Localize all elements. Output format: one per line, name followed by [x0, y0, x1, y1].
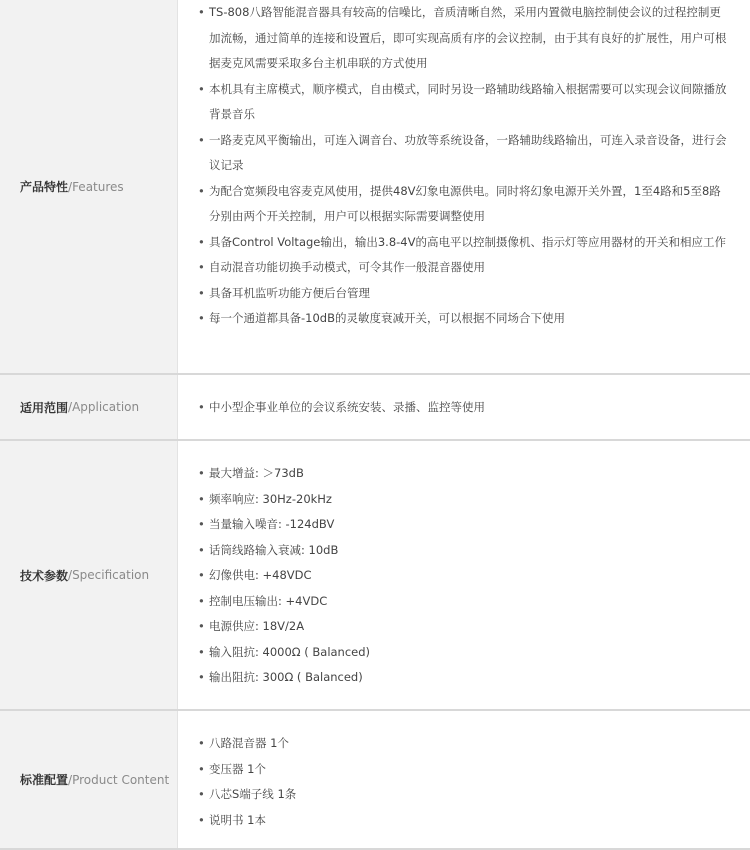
product-content-section — [0, 709, 750, 850]
features-item: • 自动混音功能切换手动模式，可令其作一般混音器使用 — [198, 255, 732, 281]
spec-item-input-noise: • 当量输入噪音: -124dBV — [198, 512, 732, 538]
product-content-label — [0, 711, 178, 848]
product-content-item: • 说明书 1本 — [198, 808, 732, 834]
specification-label — [0, 441, 178, 709]
application-label-sep: / — [68, 400, 73, 414]
features-list — [198, 0, 732, 332]
specification-label-sep: / — [68, 568, 73, 582]
product-content-list — [198, 731, 732, 833]
specification-label-en: Specification — [72, 568, 150, 582]
features-item: • 具备耳机监听功能方便后台管理 — [198, 281, 732, 307]
product-content-label-cn: 标准配置 — [20, 773, 69, 787]
spec-item-power-supply: • 电源供应: 18V/2A — [198, 614, 732, 640]
spec-item-phantom-power: • 幻像供电: +48VDC — [198, 563, 732, 589]
features-label-cn: 产品特性 — [20, 180, 69, 194]
features-item: • 一路麦克风平衡输出，可连入调音台、功放等系统设备，一路辅助线路输出，可连入录音设备，进行会议记录 — [198, 128, 732, 179]
product-content-item: • 变压器 1个 — [198, 757, 732, 783]
product-content-label-sep: / — [68, 772, 73, 787]
specification-content — [178, 441, 750, 709]
spec-item-mic-line-attenuation: • 话筒线路输入衰减: 10dB — [198, 538, 732, 564]
spec-item-frequency-response: • 频率响应: 30Hz-20kHz — [198, 487, 732, 513]
application-label-cn: 适用范围 — [20, 400, 69, 415]
spec-item-control-voltage: • 控制电压输出: +4VDC — [198, 589, 732, 615]
product-content-label-en: Product Content — [72, 772, 170, 787]
spec-item-max-gain: • 最大增益: ＞73dB — [198, 461, 732, 487]
features-item: • TS-808八路智能混音器具有较高的信噪比，音质清晰自然，采用内置微电脑控制使会议的过程控制更加流畅，通过简单的连接和设置后，即可实现高质有序的会议控制，由于其有良好的扩展性，用户可根据麦克风需要采取多台主机串联的方式使用 — [198, 0, 732, 77]
application-content — [178, 375, 750, 439]
features-item: • 为配合宽频段电容麦克风使用，提供48V幻象电源供电。同时将幻象电源开关外置，1至4路和5至8路分别由两个开关控制，用户可以根据实际需要调整使用 — [198, 179, 732, 230]
product-content-content — [178, 711, 750, 848]
spec-item-output-impedance: • 输出阻抗: 300Ω ( Balanced) — [198, 665, 732, 691]
application-section — [0, 373, 750, 439]
features-section — [0, 0, 750, 373]
features-item: • 每一个通道都具备-10dB的灵敏度衰减开关，可以根据不同场合下使用 — [198, 306, 732, 332]
application-list — [198, 397, 485, 417]
features-label-sep: / — [68, 179, 73, 194]
features-item: • 本机具有主席模式，顺序模式，自由模式，同时另设一路辅助线路输入根据需要可以实现会议间隙播放背景音乐 — [198, 77, 732, 128]
specification-label-cn: 技术参数 — [20, 568, 69, 583]
product-content-item: • 八芯S端子线 1条 — [198, 782, 732, 808]
features-label-en: Features — [72, 179, 124, 194]
application-label — [0, 375, 178, 439]
application-label-en: Application — [72, 400, 140, 414]
features-item: • 具备Control Voltage输出，输出3.8-4V的高电平以控制摄像机、指示灯等应用器材的开关和相应工作 — [198, 230, 732, 256]
features-content — [178, 0, 750, 373]
features-label — [0, 0, 178, 373]
specification-list — [198, 461, 732, 691]
spec-item-input-impedance: • 输入阻抗: 4000Ω ( Balanced) — [198, 640, 732, 666]
application-item: • 中小型企事业单位的会议系统安装、录播、监控等使用 — [198, 397, 485, 417]
specification-section — [0, 439, 750, 709]
product-content-item: • 八路混音器 1个 — [198, 731, 732, 757]
